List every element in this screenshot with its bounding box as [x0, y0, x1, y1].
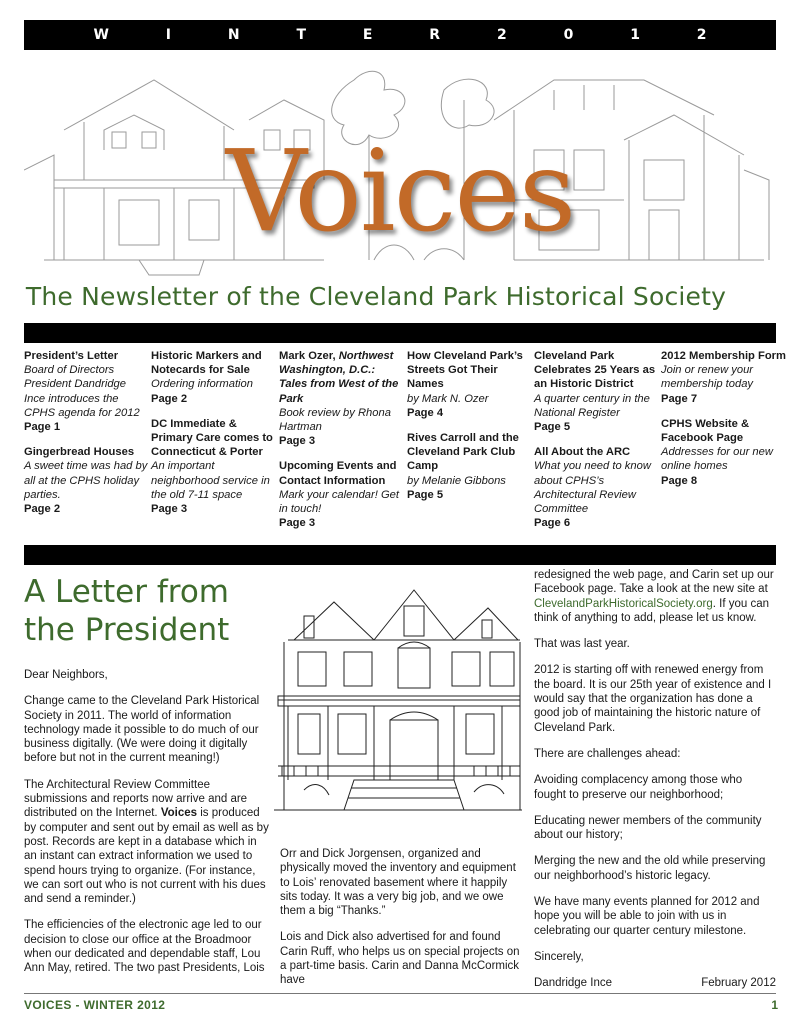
voices-emphasis: Voices [160, 807, 198, 820]
text-run: The Architectural Review Committee submissions and reports now arrive and are distributed on the Internet. [24, 778, 248, 820]
toc-page: Page 2 [24, 503, 61, 516]
text-run: is produced by computer and sent out by email as well as by post. Records are kept in a database which in an instant can extract information we used to spend hours trying to organize. (For instance, we can sort out who is not current with his dues and send a reminder.) [24, 807, 269, 906]
toc-page: Page 3 [279, 435, 316, 448]
toc-page: Page 1 [24, 421, 61, 434]
letter-paragraph: The efficiencies of the electronic age led to our decision to close our office at the Broadmoor when our dedicated and dependable staff, Lou Ann May, retired. The two past Presidents, Lois [24, 919, 265, 975]
toc-item-website-facebook[interactable] [661, 417, 787, 488]
letter-date: February 2012 [701, 977, 776, 990]
toc-item-street-names[interactable] [407, 349, 533, 420]
toc-item-historic-markers[interactable] [151, 349, 277, 406]
toc-title: Cleveland Park Celebrates 25 Years as an Historic District [534, 350, 656, 391]
footer-page-number: 1 [771, 998, 778, 1012]
toc-description: by Melanie Gibbons [407, 474, 506, 487]
toc-description: Board of Directors President Dandridge Ince introduces the CPHS agenda for 2012 [24, 364, 140, 419]
letter-column-2 [280, 847, 524, 1000]
signature-line [534, 976, 776, 990]
toc-title: 2012 Membership Form [661, 350, 786, 362]
text-run: redesigned the web page, and Carin set up our Facebook page. Take a look at the new site at [534, 569, 774, 596]
toc-title: Historic Markers and Notecards for Sale [151, 350, 262, 377]
toc-title: Rives Carroll and the Cleveland Park Club Camp [407, 432, 519, 473]
toc-title-author: Mark Ozer, [279, 350, 339, 362]
toc-item-about-arc[interactable] [534, 445, 660, 530]
toc-column-6 [661, 349, 787, 499]
toc-title: How Cleveland Park’s Streets Got Their Names [407, 350, 523, 391]
letter-paragraph: Change came to the Cleveland Park Historical Society in 2011. The world of information technology made it possible to do much of our business digitally. (We were doing it digitally before but not in the current meaning!) [24, 695, 260, 765]
letter-salutation: Dear Neighbors, [24, 669, 108, 681]
historic-building-illustration [274, 580, 522, 834]
letter-paragraph: That was last year. [534, 638, 630, 651]
toc-page: Page 3 [279, 517, 316, 530]
toc-title: All About the ARC [534, 446, 631, 459]
text-run: . If you can think of anything to add, please let us know. [534, 597, 770, 624]
toc-page: Page 8 [661, 474, 698, 487]
toc-title: President’s Letter [24, 350, 119, 362]
toc-item-dc-immediate-care[interactable] [151, 417, 277, 516]
toc-description: Mark your calendar! Get in touch! [279, 488, 400, 516]
toc-title: CPHS Website & Facebook Page [661, 417, 750, 445]
toc-column-4 [407, 349, 533, 513]
toc-item-membership-form[interactable] [661, 349, 787, 406]
toc-description: Book review by Rhona Hartman [279, 406, 391, 434]
toc-page: Page 7 [661, 392, 698, 405]
masthead-subtitle: The Newsletter of the Cleveland Park Historical Society [25, 282, 727, 311]
letter-column-3 [534, 568, 776, 991]
toc-description: What you need to know about CPHS’s Architectural Review Committee [534, 460, 651, 516]
toc-description: A sweet time was had by all at the CPHS holiday parties. [24, 460, 148, 501]
signer-name: Dandridge Ince [534, 977, 612, 990]
toc-title: Upcoming Events and Contact Information [279, 460, 397, 487]
letter-paragraph [534, 568, 776, 625]
toc-item-presidents-letter[interactable] [24, 349, 150, 434]
toc-item-book-review[interactable] [279, 349, 405, 448]
letter-closing: Sincerely, [534, 950, 584, 963]
website-link[interactable]: ClevelandParkHistoricalSociety.org [534, 597, 713, 610]
masthead-title: Voices [225, 127, 575, 257]
letter-paragraph [24, 778, 272, 907]
letter-paragraph: There are challenges ahead: [534, 747, 681, 760]
toc-description: A quarter century in the National Register [534, 392, 650, 419]
toc-page: Page 6 [534, 517, 571, 530]
toc-column-3 [279, 349, 405, 541]
toc-description: Ordering information [151, 378, 253, 391]
toc-page: Page 5 [407, 488, 444, 501]
toc-column-2 [151, 349, 277, 527]
letter-paragraph: Educating newer members of the community about our history; [534, 814, 762, 842]
letter-paragraph: Orr and Dick Jorgensen, organized and physically moved the inventory and equipment to Lois’ renovated basement where it happily sits today. It was a very big job, and we owe them a big “Thanks.” [280, 848, 516, 918]
divider-bar-top [24, 323, 776, 343]
masthead [24, 60, 776, 290]
footer-issue: VOICES - WINTER 2012 [24, 998, 166, 1012]
toc-page: Page 4 [407, 406, 444, 419]
toc-page: Page 5 [534, 421, 571, 434]
letter-paragraph: We have many events planned for 2012 and hope you will be able to join with us in celebrating our quarter century milestone. [534, 896, 760, 937]
letter-paragraph: Lois and Dick also advertised for and found Carin Ruff, who helps us on special projects on a part-time basis. Carin and Danna McCormick have [280, 931, 520, 987]
toc-title: Gingerbread Houses [24, 446, 135, 459]
letter-paragraph: Merging the new and the old while preserving our neighborhood’s historic legacy. [534, 855, 766, 882]
divider-bar-bottom [24, 545, 776, 565]
toc-column-1 [24, 349, 150, 527]
toc-page: Page 2 [151, 392, 188, 405]
letter-paragraph: 2012 is starting off with renewed energy from the board. It is our 25th year of existence and I would say that the organization has done a good job of maintaining the historic nature of Cleveland Park. [534, 664, 772, 734]
toc-title: DC Immediate & Primary Care comes to Connecticut & Porter [151, 417, 273, 459]
toc-description: by Mark N. Ozer [407, 392, 489, 405]
letter-column-1 [24, 668, 272, 988]
toc-description: Addresses for our new online homes [661, 446, 773, 473]
footer-rule [24, 993, 776, 994]
toc-title [279, 349, 405, 406]
toc-item-gingerbread-houses[interactable] [24, 445, 150, 516]
toc-column-5 [534, 349, 660, 541]
toc-item-historic-district[interactable] [534, 349, 660, 434]
letter-heading: A Letter from the President [24, 574, 230, 648]
toc-page: Page 3 [151, 503, 188, 516]
toc-description: Join or renew your membership today [661, 364, 754, 391]
toc-description: An important neighborhood service in the old 7-11 space [151, 460, 270, 501]
issue-banner: W I N T E R 2 0 1 2 [24, 20, 776, 50]
toc-item-club-camp[interactable] [407, 431, 533, 502]
letter-paragraph: Avoiding complacency among those who fought to preserve our neighborhood; [534, 774, 743, 801]
toc-item-upcoming-events[interactable] [279, 459, 405, 530]
table-of-contents [24, 349, 784, 539]
toc-title-book: Northwest Washington, D.C.: Tales from West of the Park [279, 350, 399, 405]
